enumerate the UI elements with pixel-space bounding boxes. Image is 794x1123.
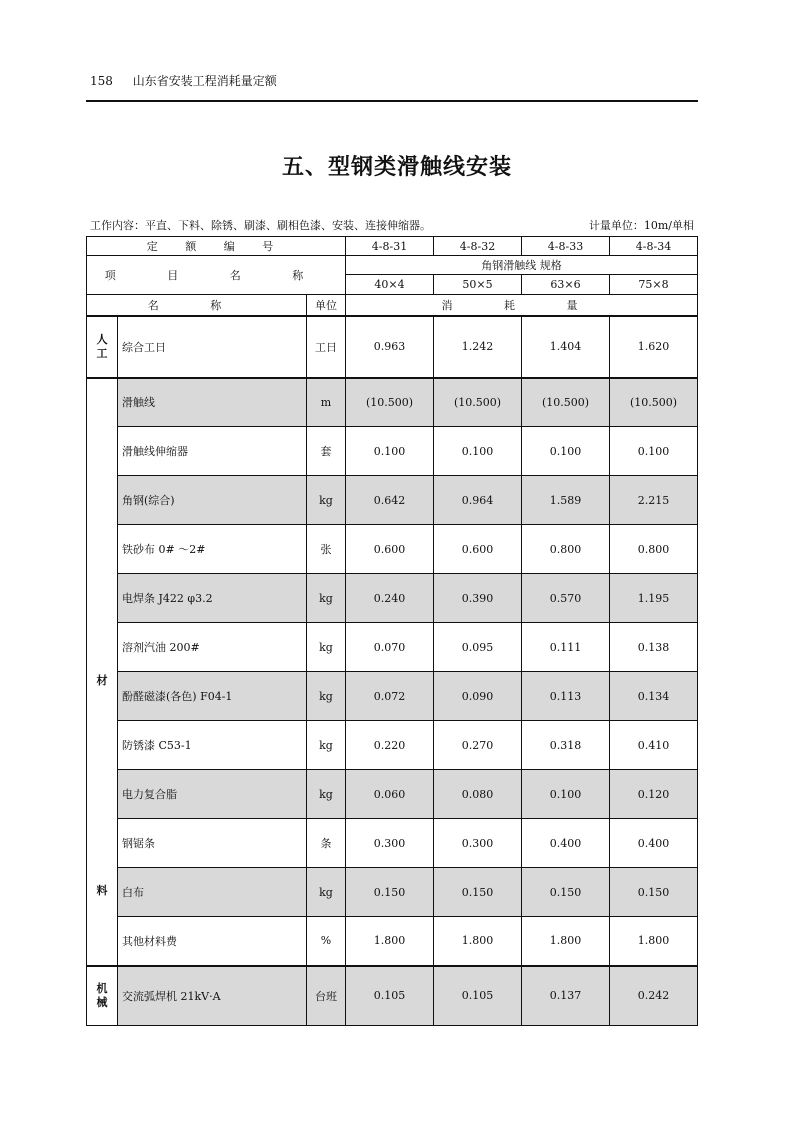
item-name: 溶剂汽油 200#	[118, 623, 307, 672]
item-value: 1.800	[434, 917, 522, 966]
item-name: 滑触线	[118, 378, 307, 427]
quota-code: 4-8-33	[522, 237, 610, 256]
item-value: 0.100	[522, 427, 610, 476]
item-value: 0.100	[346, 427, 434, 476]
table-row	[87, 623, 698, 672]
item-value: 0.400	[610, 819, 698, 868]
item-value: 0.150	[522, 868, 610, 917]
item-name: 白布	[118, 868, 307, 917]
item-unit: 工日	[307, 316, 346, 378]
item-name: 综合工日	[118, 316, 307, 378]
item-value: 0.138	[610, 623, 698, 672]
item-value: 1.195	[610, 574, 698, 623]
item-value: 0.570	[522, 574, 610, 623]
item-name: 角钢(综合)	[118, 476, 307, 525]
item-value: 0.150	[346, 868, 434, 917]
item-value: 0.400	[522, 819, 610, 868]
item-unit: 台班	[307, 966, 346, 1026]
spec-value: 40×4	[346, 275, 434, 295]
item-name: 滑触线伸缩器	[118, 427, 307, 476]
section-title: 五、型钢类滑触线安装	[281, 155, 512, 180]
item-value: (10.500)	[522, 378, 610, 427]
item-value: 0.410	[610, 721, 698, 770]
item-unit: kg	[307, 721, 346, 770]
item-name: 交流弧焊机 21kV·A	[118, 966, 307, 1026]
table-row	[87, 316, 698, 378]
group-machine: 机 械	[87, 966, 118, 1026]
table-row	[87, 378, 698, 427]
book-title: 山东省安装工程消耗量定额	[132, 74, 277, 88]
col-unit-header: 单位	[307, 295, 346, 316]
item-value: 0.964	[434, 476, 522, 525]
item-value: 0.070	[346, 623, 434, 672]
spec-value: 63×6	[522, 275, 610, 295]
item-value: 0.800	[522, 525, 610, 574]
spec-value: 75×8	[610, 275, 698, 295]
item-unit: kg	[307, 770, 346, 819]
spec-title: 角钢滑触线 规格	[346, 256, 698, 275]
table-row	[87, 672, 698, 721]
item-value: 0.600	[346, 525, 434, 574]
quota-code: 4-8-34	[610, 237, 698, 256]
page-number: 158	[90, 74, 113, 88]
item-value: (10.500)	[434, 378, 522, 427]
item-name: 电焊条 J422 φ3.2	[118, 574, 307, 623]
item-unit: 套	[307, 427, 346, 476]
item-unit: %	[307, 917, 346, 966]
item-value: 0.111	[522, 623, 610, 672]
item-value: 0.100	[434, 427, 522, 476]
item-name: 铁砂布 0# ～2#	[118, 525, 307, 574]
table-row	[87, 427, 698, 476]
page-header	[90, 72, 277, 89]
item-value: 0.318	[522, 721, 610, 770]
quota-table	[86, 236, 698, 1026]
item-unit: kg	[307, 476, 346, 525]
item-value: 1.242	[434, 316, 522, 378]
group-material: 材 料	[87, 378, 118, 966]
item-value: 0.300	[346, 819, 434, 868]
item-name-label: 项 目 名 称	[87, 256, 346, 295]
item-value: 0.270	[434, 721, 522, 770]
table-row	[87, 819, 698, 868]
work-content: 工作内容：平直、下料、除锈、刷漆、刷相色漆、安装、连接伸缩器。	[90, 219, 431, 232]
col-name-header: 名 称	[87, 295, 307, 316]
item-value: 0.390	[434, 574, 522, 623]
item-value: 1.800	[522, 917, 610, 966]
item-unit: kg	[307, 623, 346, 672]
table-row	[87, 966, 698, 1026]
item-value: 2.215	[610, 476, 698, 525]
item-value: 0.100	[522, 770, 610, 819]
item-unit: 条	[307, 819, 346, 868]
table-row	[87, 917, 698, 966]
item-unit: kg	[307, 868, 346, 917]
table-row	[87, 721, 698, 770]
item-name: 钢锯条	[118, 819, 307, 868]
table-row	[87, 868, 698, 917]
item-value: 1.620	[610, 316, 698, 378]
item-value: 0.642	[346, 476, 434, 525]
spec-value: 50×5	[434, 275, 522, 295]
item-value: 1.404	[522, 316, 610, 378]
quota-number-label: 定 额 编 号	[87, 237, 346, 256]
item-unit: kg	[307, 574, 346, 623]
item-value: 0.800	[610, 525, 698, 574]
item-unit: m	[307, 378, 346, 427]
header-rule	[86, 100, 698, 102]
item-value: 0.060	[346, 770, 434, 819]
item-value: (10.500)	[610, 378, 698, 427]
item-value: 1.589	[522, 476, 610, 525]
item-value: 0.072	[346, 672, 434, 721]
item-value: 0.300	[434, 819, 522, 868]
item-value: 1.800	[346, 917, 434, 966]
item-value: 0.113	[522, 672, 610, 721]
unit-note: 计量单位：10m/单相	[588, 219, 694, 232]
item-unit: kg	[307, 672, 346, 721]
table-row	[87, 525, 698, 574]
item-value: 0.150	[434, 868, 522, 917]
item-value: 0.242	[610, 966, 698, 1026]
table-row	[87, 770, 698, 819]
item-value: (10.500)	[346, 378, 434, 427]
item-value: 0.095	[434, 623, 522, 672]
item-value: 0.080	[434, 770, 522, 819]
item-value: 0.220	[346, 721, 434, 770]
item-value: 0.134	[610, 672, 698, 721]
col-consumption-header: 消 耗 量	[346, 295, 698, 316]
item-value: 0.100	[610, 427, 698, 476]
item-name: 电力复合脂	[118, 770, 307, 819]
item-value: 0.090	[434, 672, 522, 721]
item-unit: 张	[307, 525, 346, 574]
item-value: 0.150	[610, 868, 698, 917]
table-row	[87, 574, 698, 623]
item-value: 0.963	[346, 316, 434, 378]
item-value: 0.120	[610, 770, 698, 819]
table-row	[87, 476, 698, 525]
item-value: 0.600	[434, 525, 522, 574]
item-name: 防锈漆 C53-1	[118, 721, 307, 770]
item-value: 1.800	[610, 917, 698, 966]
quota-code: 4-8-32	[434, 237, 522, 256]
item-value: 0.240	[346, 574, 434, 623]
item-value: 0.105	[346, 966, 434, 1026]
group-labor: 人 工	[87, 316, 118, 378]
item-value: 0.105	[434, 966, 522, 1026]
quota-code: 4-8-31	[346, 237, 434, 256]
item-value: 0.137	[522, 966, 610, 1026]
item-name: 酚醛磁漆(各色) F04-1	[118, 672, 307, 721]
item-name: 其他材料费	[118, 917, 307, 966]
